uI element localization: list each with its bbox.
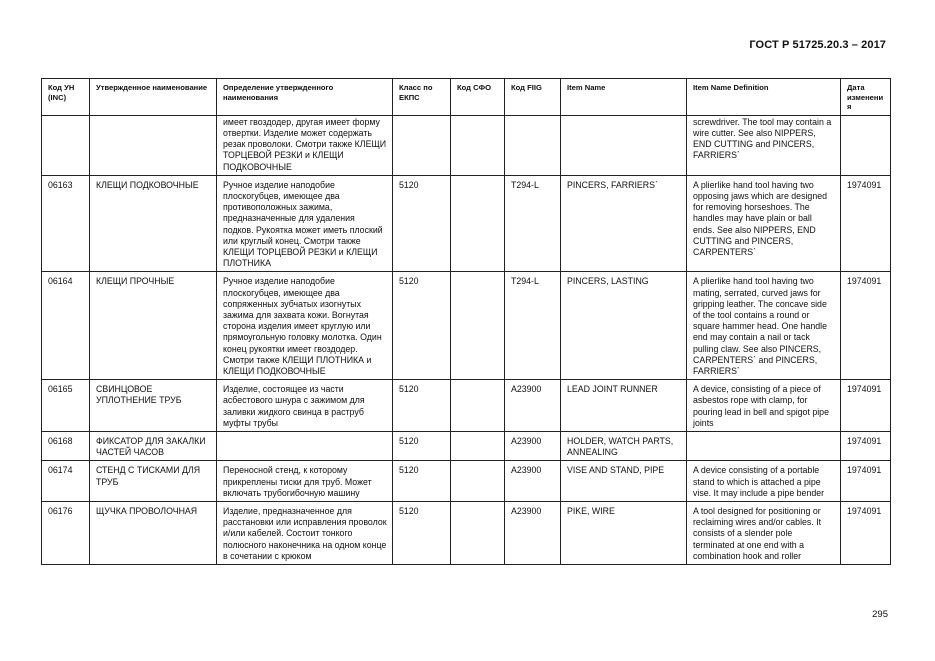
catalog-table <box>41 78 891 565</box>
cell-definition: Переносной стенд, к которому прикреплены тиски для труб. Может включать трубогибочную машину <box>217 461 393 502</box>
cell-fiig: T294-L <box>505 175 561 272</box>
cell-item-definition: A plierlike hand tool having two mating, serrated, curved jaws for gripping leather. The concave side of the tool contains a round or square hammer head. One handle end may contain a nail or tack pulling claw. See also PINCERS, CARPENTERS` and PINCERS, FARRIERS` <box>687 272 841 380</box>
cell-definition: Ручное изделие наподобие плоскогубцев, имеющее два противоположных зажима, предназначенные для удаления подков. Рукоятка может иметь плоский или круглый конец. Смотри также КЛЕЩИ ТОРЦЕВОЙ РЕЗКИ и КЛЕЩИ ПЛОТНИКА <box>217 175 393 272</box>
cell-sfo <box>451 432 505 461</box>
cell-ekps: 5120 <box>393 380 451 432</box>
cell-ekps: 5120 <box>393 272 451 380</box>
cell-name: СТЕНД С ТИСКАМИ ДЛЯ ТРУБ <box>90 461 217 502</box>
cell-code: 06168 <box>42 432 90 461</box>
cell-date: 1974091 <box>841 432 891 461</box>
cell-definition: Ручное изделие наподобие плоскогубцев, имеющее два сопряженных зубчатых изогнутых зажима для захвата кожи. Вогнутая сторона изделия имеет круглую или прямоугольную головку молотка. Один конец рукоятки имеет гвоздодер. Смотри также КЛЕЩИ ПЛОТНИКА и КЛЕЩИ ПОДКОВОЧНЫЕ <box>217 272 393 380</box>
table-row <box>42 432 891 461</box>
header-item-name-definition: Item Name Definition <box>687 79 841 116</box>
cell-item-name: LEAD JOINT RUNNER <box>561 380 687 432</box>
header-code-fiig: Код FIIG <box>505 79 561 116</box>
cell-sfo <box>451 380 505 432</box>
table-row <box>42 461 891 502</box>
header-change-date: Дата изменения <box>841 79 891 116</box>
cell-fiig: A23900 <box>505 502 561 565</box>
cell-code: 06174 <box>42 461 90 502</box>
cell-fiig: A23900 <box>505 380 561 432</box>
cell-definition: Изделие, предназначенное для расстановки или исправления проволок и/или кабелей. Состоит тонкого полюсного наконечника на одном конце в сочетании с крюком <box>217 502 393 565</box>
cell-sfo <box>451 272 505 380</box>
cell-item-name: PINCERS, LASTING <box>561 272 687 380</box>
cell-name <box>90 115 217 175</box>
header-code-sfo: Код СФО <box>451 79 505 116</box>
cell-code: 06176 <box>42 502 90 565</box>
cell-item-definition: screwdriver. The tool may contain a wire cutter. See also NIPPERS, END CUTTING and PINCERS, FARRIERS` <box>687 115 841 175</box>
cell-definition: Изделие, состоящее из части асбестового шнура с зажимом для заливки жидкого свинца в раструб муфты трубы <box>217 380 393 432</box>
cell-ekps <box>393 115 451 175</box>
cell-fiig: T294-L <box>505 272 561 380</box>
cell-date: 1974091 <box>841 175 891 272</box>
cell-date: 1974091 <box>841 461 891 502</box>
cell-sfo <box>451 175 505 272</box>
page-number: 295 <box>872 609 888 620</box>
table-row <box>42 115 891 175</box>
header-approved-name: Утвержденное наименование <box>90 79 217 116</box>
table-row <box>42 175 891 272</box>
cell-date: 1974091 <box>841 272 891 380</box>
cell-date: 1974091 <box>841 380 891 432</box>
header-ekps-class: Класс по ЕКПС <box>393 79 451 116</box>
header-item-name: Item Name <box>561 79 687 116</box>
cell-item-name: VISE AND STAND, PIPE <box>561 461 687 502</box>
cell-ekps: 5120 <box>393 461 451 502</box>
cell-code: 06165 <box>42 380 90 432</box>
cell-date: 1974091 <box>841 502 891 565</box>
cell-name: ЩУЧКА ПРОВОЛОЧНАЯ <box>90 502 217 565</box>
cell-definition <box>217 432 393 461</box>
cell-item-definition: A plierlike hand tool having two opposing jaws which are designed for removing horseshoes. The handles may have plain or ball ends. See also NIPPERS, END CUTTING and PINCERS, CARPENTERS` <box>687 175 841 272</box>
cell-item-name: HOLDER, WATCH PARTS, ANNEALING <box>561 432 687 461</box>
cell-name: КЛЕЩИ ПОДКОВОЧНЫЕ <box>90 175 217 272</box>
cell-name: СВИНЦОВОЕ УПЛОТНЕНИЕ ТРУБ <box>90 380 217 432</box>
cell-sfo <box>451 502 505 565</box>
header-code-un: Код УН (INC) <box>42 79 90 116</box>
table-header-row <box>42 79 891 116</box>
cell-date <box>841 115 891 175</box>
cell-ekps: 5120 <box>393 432 451 461</box>
cell-fiig: A23900 <box>505 461 561 502</box>
cell-item-definition: A device consisting of a portable stand to which is attached a pipe vise. It may include a pipe bender <box>687 461 841 502</box>
cell-code: 06164 <box>42 272 90 380</box>
cell-item-definition <box>687 432 841 461</box>
cell-name: КЛЕЩИ ПРОЧНЫЕ <box>90 272 217 380</box>
table-row <box>42 502 891 565</box>
table-row <box>42 380 891 432</box>
cell-sfo <box>451 461 505 502</box>
cell-item-name <box>561 115 687 175</box>
cell-fiig <box>505 115 561 175</box>
cell-ekps: 5120 <box>393 502 451 565</box>
cell-item-definition: A tool designed for positioning or reclaiming wires and/or cables. It consists of a slender pole terminated at one end with a combination hook and roller <box>687 502 841 565</box>
cell-name: ФИКСАТОР ДЛЯ ЗАКАЛКИ ЧАСТЕЙ ЧАСОВ <box>90 432 217 461</box>
cell-code <box>42 115 90 175</box>
table-row <box>42 272 891 380</box>
cell-ekps: 5120 <box>393 175 451 272</box>
cell-fiig: A23900 <box>505 432 561 461</box>
cell-item-name: PINCERS, FARRIERS` <box>561 175 687 272</box>
header-definition: Определение утвержденного наименования <box>217 79 393 116</box>
cell-definition: имеет гвоздодер, другая имеет форму отвертки. Изделие может содержать резак проволоки. Смотри также КЛЕЩИ ТОРЦЕВОЙ РЕЗКИ и КЛЕЩИ ПОДКОВОЧНЫЕ <box>217 115 393 175</box>
cell-item-name: PIKE, WIRE <box>561 502 687 565</box>
cell-item-definition: A device, consisting of a piece of asbestos rope with clamp, for pouring lead in bell and spigot pipe joints <box>687 380 841 432</box>
cell-code: 06163 <box>42 175 90 272</box>
cell-sfo <box>451 115 505 175</box>
document-standard-title: ГОСТ Р 51725.20.3 – 2017 <box>749 39 886 51</box>
